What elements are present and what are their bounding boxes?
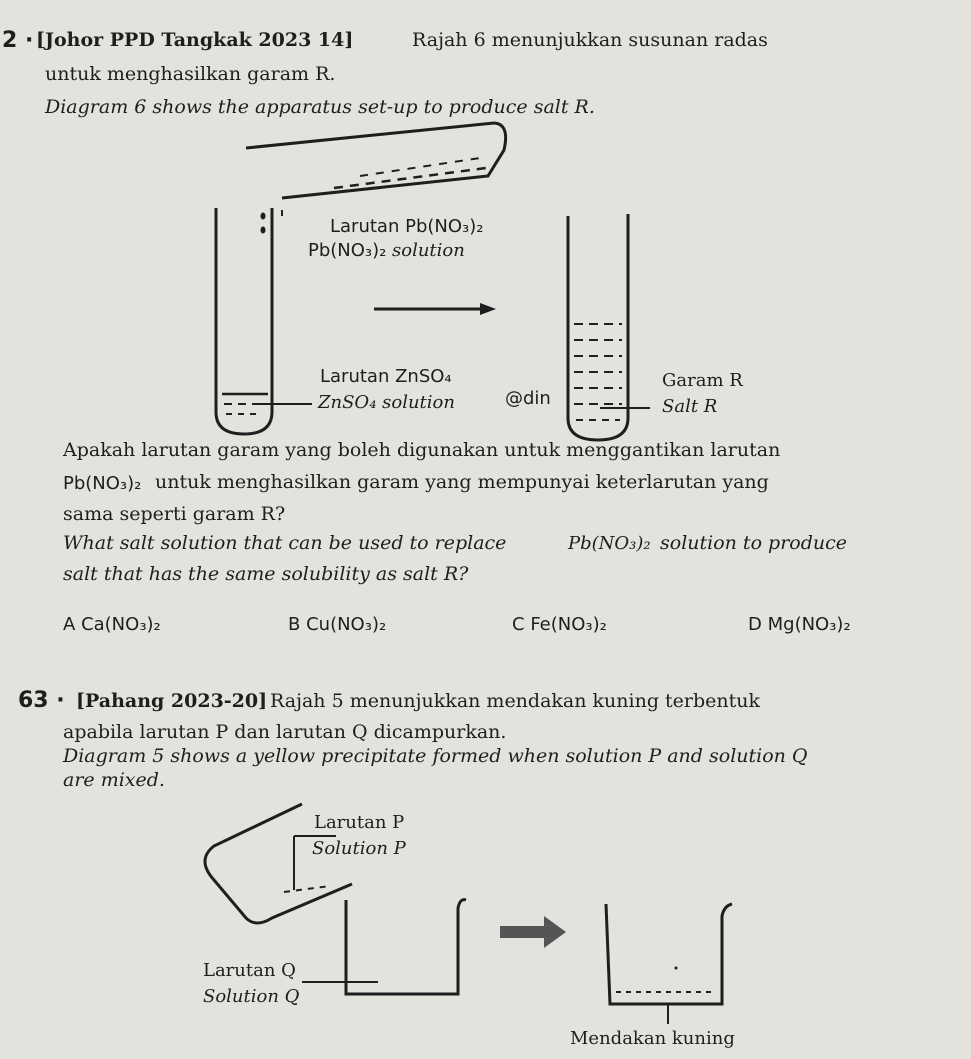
- question-number: 63 ·: [18, 688, 65, 713]
- stem-ms-line2: untuk menghasilkan garam R.: [45, 63, 336, 85]
- label-p-en: Solution P: [312, 838, 406, 859]
- question-en-line2: salt that has the same solubility as salt R?: [63, 563, 469, 585]
- option-letter: B: [288, 614, 301, 635]
- question-ms-line3: sama seperti garam R?: [63, 503, 286, 525]
- stem-ms-line2: apabila larutan P dan larutan Q dicampurkan.: [63, 721, 507, 743]
- option-letter: C: [512, 614, 525, 635]
- option-text: Cu(NO₃)₂: [306, 614, 387, 635]
- question-number: 2 ·: [2, 28, 34, 53]
- question-ms-formula: Pb(NO₃)₂: [63, 473, 142, 494]
- label-zn-en: ZnSO₄ solution: [318, 392, 455, 413]
- option-text: Fe(NO₃)₂: [530, 614, 607, 635]
- label-salt-ms: Garam R: [662, 370, 743, 391]
- stem-en: Diagram 6 shows the apparatus set-up to produce salt R.: [45, 96, 595, 118]
- question-en-line1-post: solution to produce: [660, 532, 848, 554]
- question-source: [Johor PPD Tangkak 2023 14]: [36, 29, 354, 51]
- stem-ms-line1: Rajah 6 menunjukkan susunan radas: [412, 29, 768, 51]
- label-p-ms: Larutan P: [314, 812, 405, 833]
- stem-en-line2: are mixed.: [63, 769, 165, 791]
- option-text: Mg(NO₃)₂: [767, 614, 851, 635]
- question-source: [Pahang 2023-20]: [76, 690, 268, 712]
- option-text: Ca(NO₃)₂: [81, 614, 161, 635]
- stem-en-line1: Diagram 5 shows a yellow precipitate formed when solution P and solution Q: [63, 745, 808, 767]
- label-salt-en: Salt R: [662, 396, 718, 417]
- stem-ms-line1: Rajah 5 menunjukkan mendakan kuning terbentuk: [270, 690, 761, 712]
- label-q-en: Solution Q: [203, 986, 300, 1007]
- beaker-precipitate: [606, 904, 732, 1024]
- beaker-q: [302, 900, 466, 994]
- label-zn-ms: Larutan ZnSO₄: [320, 366, 452, 387]
- label-precipitate-ms: Mendakan kuning: [570, 1028, 735, 1049]
- arrow-icon: [500, 916, 566, 948]
- label-pb-en-formula: Pb(NO₃)₂: [308, 240, 387, 261]
- watermark: @din: [505, 388, 551, 409]
- option-letter: A: [63, 614, 76, 635]
- question-ms-line2: untuk menghasilkan garam yang mempunyai keterlarutan yang: [155, 471, 769, 493]
- label-pb-ms: Larutan Pb(NO₃)₂: [330, 216, 484, 237]
- option-letter: D: [748, 614, 762, 635]
- label-pb-en-word: solution: [392, 240, 465, 261]
- question-ms-line1: Apakah larutan garam yang boleh digunakan untuk menggantikan larutan: [63, 439, 781, 461]
- question-en-formula: Pb(NO₃)₂: [568, 533, 651, 554]
- label-q-ms: Larutan Q: [203, 960, 296, 981]
- question-en-line1-pre: What salt solution that can be used to replace: [63, 532, 507, 554]
